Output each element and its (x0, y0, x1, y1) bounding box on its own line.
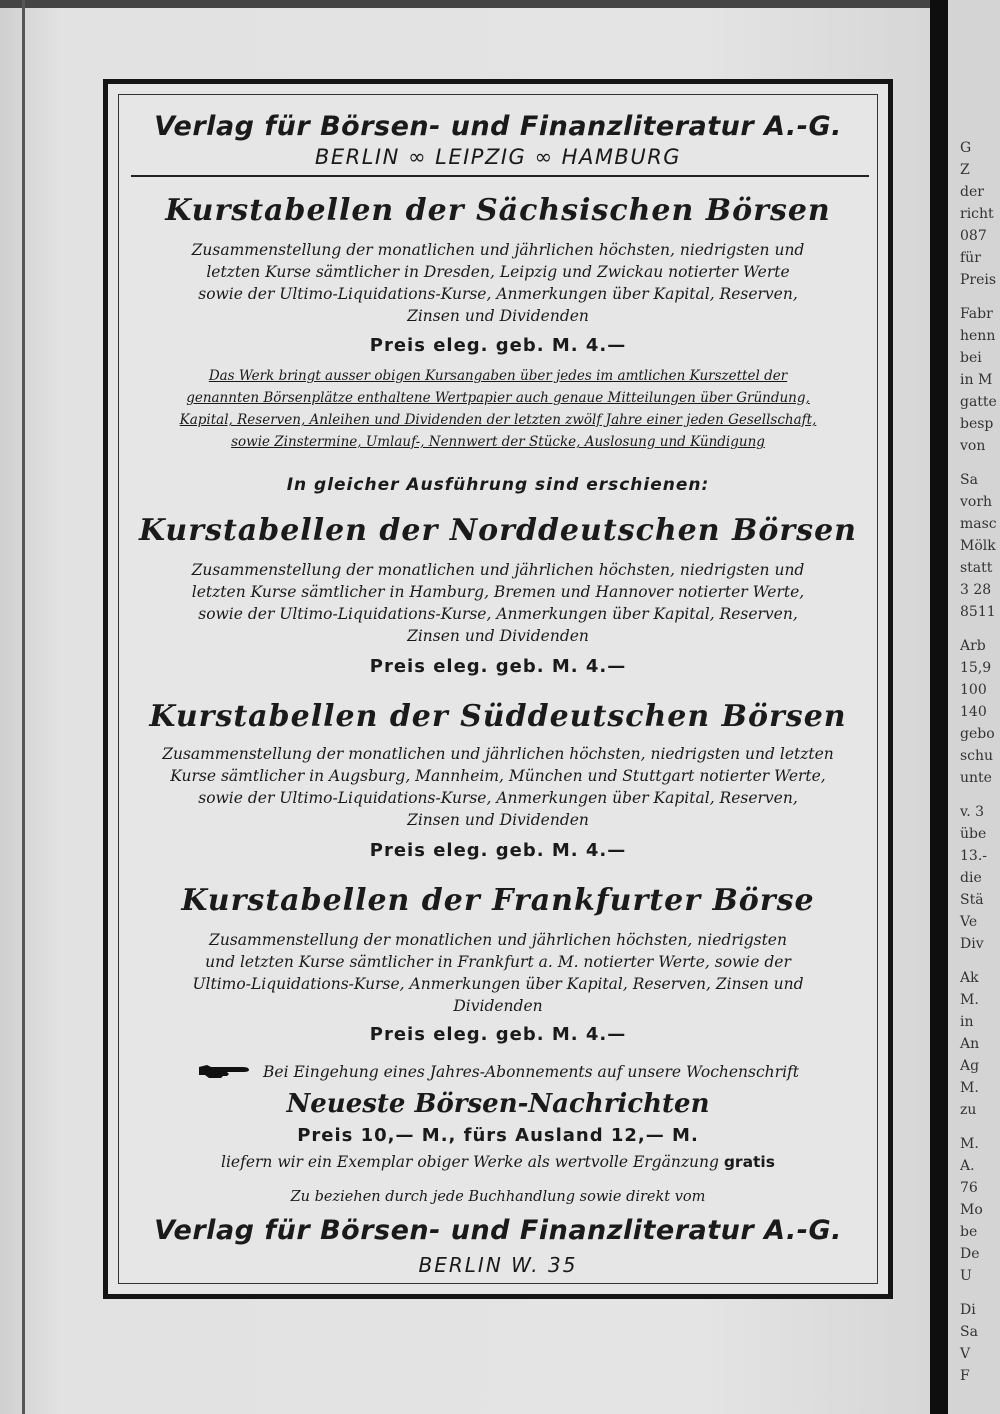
adjacent-page-fragment: Ag (960, 1058, 980, 1074)
section-desc-line: Zusammenstellung der monatlichen und jährlichen höchsten, niedrigsten und (191, 241, 805, 259)
publisher-address: BERLIN W. 35 (418, 1253, 578, 1277)
adjacent-page-fragment: A. (960, 1158, 975, 1174)
section-heading-norddeutsche: Kurstabellen der Norddeutschen Börsen (139, 513, 857, 548)
adjacent-page-fragment: Sa (960, 472, 978, 488)
adjacent-page-fragment: statt (960, 560, 993, 576)
pointing-hand-icon (197, 1061, 253, 1085)
advertisement-inner-border (118, 94, 878, 1284)
adjacent-page-fragment: für (960, 250, 981, 266)
adjacent-page-fragment: be (960, 1224, 978, 1240)
adjacent-page-fragment: 087 (960, 228, 987, 244)
supply-line: Zu beziehen durch jede Buchhandlung sowie direkt vom (290, 1189, 706, 1205)
adjacent-page-fragment: übe (960, 826, 987, 842)
section-note-line: sowie Zinstermine, Umlauf-, Nennwert der Stücke, Auslosung und Kündigung (231, 434, 765, 450)
section-desc-line: Zusammenstellung der monatlichen und jährlichen höchsten, niedrigsten und (191, 561, 805, 579)
adjacent-page-fragment: Ak (960, 970, 979, 986)
adjacent-page-fragment: Mölk (960, 538, 996, 554)
adjacent-page-fragment: Arb (960, 638, 986, 654)
same-edition-heading: In gleicher Ausführung sind erschienen: (286, 475, 710, 495)
adjacent-page-fragment: besp (960, 416, 994, 432)
adjacent-page-fragment: gatte (960, 394, 997, 410)
adjacent-page-fragment: 100 (960, 682, 987, 698)
adjacent-page-fragment: richt (960, 206, 994, 222)
section-heading-sueddeutsche: Kurstabellen der Süddeutschen Börsen (149, 699, 847, 734)
section-desc-line: und letzten Kurse sämtlicher in Frankfurt a. M. notierter Werte, sowie der (205, 953, 791, 971)
adjacent-page-fragment: U (960, 1268, 972, 1284)
section-price: Preis eleg. geb. M. 4.— (369, 335, 627, 356)
adjacent-page-fragment: in (960, 1014, 974, 1030)
adjacent-page-fragment: Div (960, 936, 984, 952)
adjacent-page-fragment: zu (960, 1102, 977, 1118)
offer-intro: Bei Eingehung eines Jahres-Abonnements auf unsere Wochenschrift (263, 1063, 799, 1081)
book-gutter (930, 0, 948, 1414)
section-desc-line: letzten Kurse sämtlicher in Hamburg, Bremen und Hannover notierter Werte, (191, 583, 805, 601)
section-desc-line: Kurse sämtlicher in Augsburg, Mannheim, München und Stuttgart notierter Werte, (170, 767, 826, 785)
gratis-label: gratis (723, 1153, 775, 1171)
adjacent-page-fragment: Z (960, 162, 970, 178)
deliver-line (119, 1153, 877, 1171)
adjacent-page-fragment: unte (960, 770, 992, 786)
section-price: Preis eleg. geb. M. 4.— (369, 656, 627, 677)
section-heading-saechsische: Kurstabellen der Sächsischen Börsen (165, 193, 831, 228)
weekly-price: Preis 10,— M., fürs Ausland 12,— M. (297, 1125, 699, 1146)
adjacent-page-fragment: henn (960, 328, 996, 344)
left-page-edge (22, 0, 25, 1414)
section-desc-line: Zinsen und Dividenden (407, 811, 589, 829)
adjacent-page-fragment: Fabr (960, 306, 993, 322)
header-rule (131, 175, 869, 177)
adjacent-page-fragment: bei (960, 350, 982, 366)
section-desc-line: sowie der Ultimo-Liquidations-Kurse, Anmerkungen über Kapital, Reserven, (198, 605, 798, 623)
adjacent-page-fragment: von (960, 438, 986, 454)
adjacent-page-fragment: 13.- (960, 848, 987, 864)
cities-line: BERLIN ∞ LEIPZIG ∞ HAMBURG (314, 145, 682, 169)
section-desc-line: Zinsen und Dividenden (407, 307, 589, 325)
publisher-title-bottom: Verlag für Börsen- und Finanzliteratur A.-G. (154, 1215, 842, 1246)
section-note-line: Kapital, Reserven, Anleihen und Dividenden der letzten zwölf Jahre einer jeden Gesellschaft, (179, 412, 817, 428)
weekly-title: Neueste Börsen-Nachrichten (286, 1089, 710, 1119)
adjacent-page-fragment: De (960, 1246, 980, 1262)
adjacent-page-fragment: 8511 (960, 604, 996, 620)
adjacent-page-fragment: Preis (960, 272, 997, 288)
top-edge (0, 0, 1000, 8)
adjacent-page-fragment: Sa (960, 1324, 978, 1340)
adjacent-page-fragment: Stä (960, 892, 984, 908)
adjacent-page-fragment: 3 28 (960, 582, 992, 598)
adjacent-page-fragment: schu (960, 748, 994, 764)
adjacent-page-fragment: Ve (960, 914, 978, 930)
section-note-line: Das Werk bringt ausser obigen Kursangaben über jedes im amtlichen Kurszettel der (208, 368, 788, 384)
adjacent-page-fragment: F (960, 1368, 970, 1384)
section-heading-frankfurter: Kurstabellen der Frankfurter Börse (181, 883, 815, 918)
adjacent-page-fragment: V (960, 1346, 971, 1362)
section-desc-line: Zusammenstellung der monatlichen und jährlichen höchsten, niedrigsten und letzten (162, 745, 834, 763)
section-note-line: genannten Börsenplätze enthaltene Wertpapier auch genaue Mitteilungen über Gründung, (186, 390, 810, 406)
adjacent-page-fragment: v. 3 (960, 804, 985, 820)
adjacent-page-strip (948, 0, 1000, 1414)
publisher-title-top: Verlag für Börsen- und Finanzliteratur A.-G. (154, 111, 842, 142)
offer-intro-line (119, 1061, 877, 1085)
adjacent-page-fragment: 140 (960, 704, 987, 720)
advertisement-frame (103, 79, 893, 1299)
section-desc-line: sowie der Ultimo-Liquidations-Kurse, Anmerkungen über Kapital, Reserven, (198, 789, 798, 807)
adjacent-page-fragment: die (960, 870, 982, 886)
section-desc-line: letzten Kurse sämtlicher in Dresden, Leipzig und Zwickau notierter Werte (206, 263, 790, 281)
adjacent-page-fragment: G (960, 140, 972, 156)
adjacent-page-fragment: vorh (960, 494, 993, 510)
adjacent-page-fragment: M. (960, 1080, 979, 1096)
adjacent-page-fragment: in M (960, 372, 993, 388)
section-desc-line: Dividenden (453, 997, 543, 1015)
adjacent-page-fragment: 15,9 (960, 660, 992, 676)
adjacent-page-fragment: masc (960, 516, 997, 532)
adjacent-page-fragment: Mo (960, 1202, 983, 1218)
adjacent-page-fragment: der (960, 184, 984, 200)
adjacent-page-fragment: M. (960, 992, 979, 1008)
adjacent-page-fragment: Di (960, 1302, 976, 1318)
section-price: Preis eleg. geb. M. 4.— (369, 1024, 627, 1045)
adjacent-page-fragment: gebo (960, 726, 995, 742)
adjacent-page-fragment: 76 (960, 1180, 978, 1196)
section-desc-line: Zusammenstellung der monatlichen und jährlichen höchsten, niedrigsten (209, 931, 787, 949)
adjacent-page-fragment: An (960, 1036, 980, 1052)
section-price: Preis eleg. geb. M. 4.— (369, 840, 627, 861)
adjacent-page-fragment: M. (960, 1136, 979, 1152)
section-desc-line: Ultimo-Liquidations-Kurse, Anmerkungen über Kapital, Reserven, Zinsen und (192, 975, 804, 993)
section-desc-line: Zinsen und Dividenden (407, 627, 589, 645)
section-desc-line: sowie der Ultimo-Liquidations-Kurse, Anmerkungen über Kapital, Reserven, (198, 285, 798, 303)
deliver-text: liefern wir ein Exemplar obiger Werke als wertvolle Ergänzung (221, 1153, 719, 1171)
